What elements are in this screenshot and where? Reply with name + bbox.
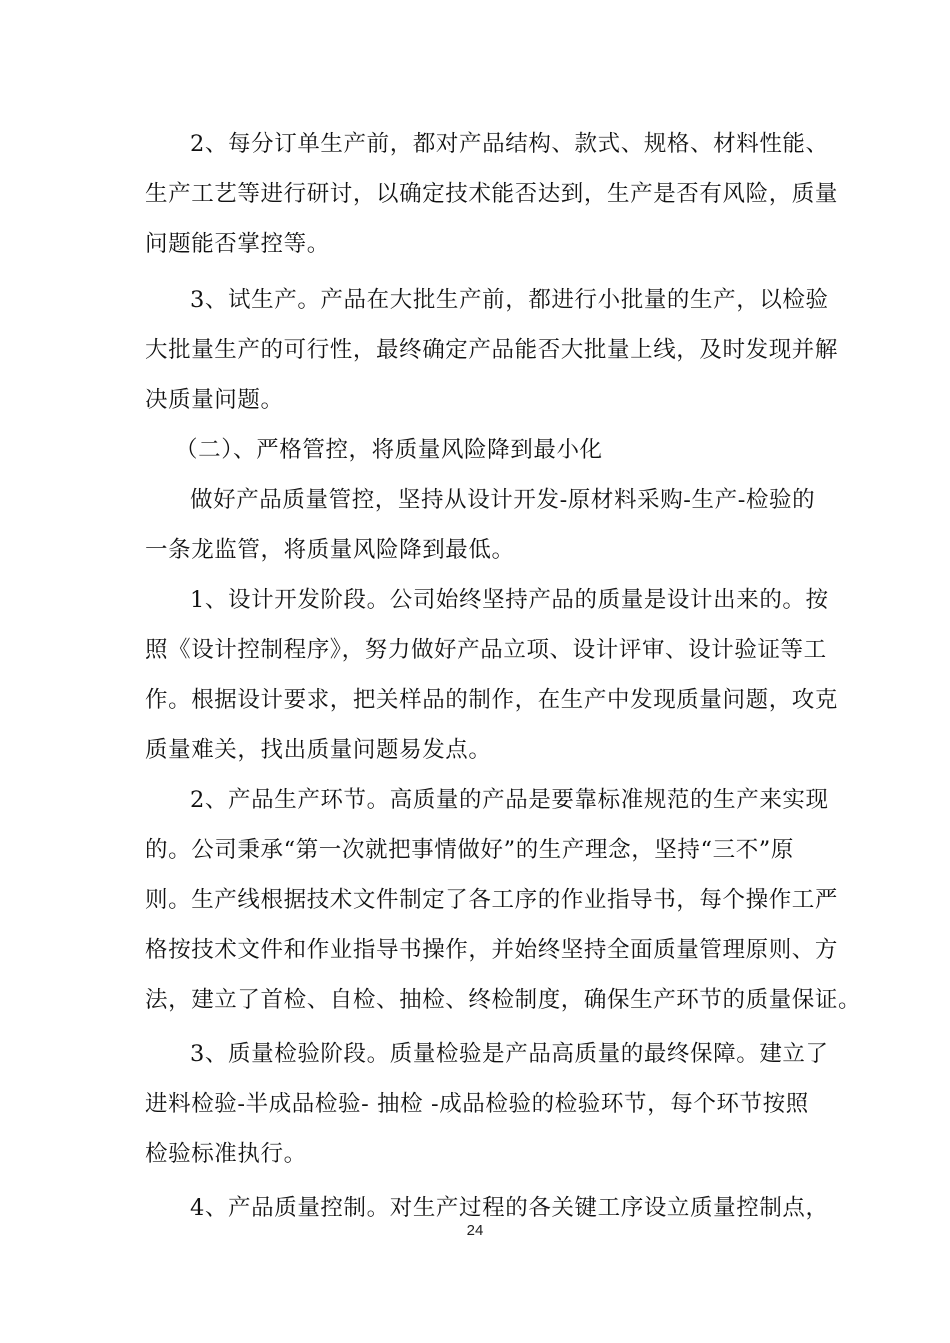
document-body [145,119,862,1233]
heading-text: （二）、严格管控，将质量风险降到最小化 [175,437,603,463]
text-line: 2、产品生产环节。高质量的产品是要靠标准规范的生产来实现 [190,787,829,813]
text-line: 4、产品质量控制。对生产过程的各关键工序设立质量控制点， [190,1195,829,1221]
text-line: 决质量问题。 [145,387,284,413]
text-line: 则。生产线根据技术文件制定了各工序的作业指导书，每个操作工严 [145,887,839,913]
section-heading [145,425,807,475]
text-line: 进料检验-半成品检验- 抽检 -成品检验的检验环节，每个环节按照 [145,1091,809,1117]
text-line: 生产工艺等进行研讨，以确定技术能否达到，生产是否有风险，质量 [145,181,839,207]
text-line: 质量难关，找出质量问题易发点。 [145,737,492,763]
text-line: 1、设计开发阶段。公司始终坚持产品的质量是设计出来的。按 [190,587,829,613]
paragraph-order-review [145,119,839,269]
text-line: 3、质量检验阶段。质量检验是产品高质量的最终保障。建立了 [190,1041,829,1067]
text-line: 格按技术文件和作业指导书操作，并始终坚持全面质量管理原则、方 [145,937,839,963]
paragraph-inspection-stage [145,1029,829,1179]
text-line: 法，建立了首检、自检、抽检、终检制度，确保生产环节的质量保证。 [145,987,862,1013]
text-line: 问题能否掌控等。 [145,231,330,257]
text-line: 照《设计控制程序》，努力做好产品立项、设计评审、设计验证等工 [145,637,827,663]
text-line: 检验标准执行。 [145,1141,307,1167]
text-line: 一条龙监管，将质量风险降到最低。 [145,537,515,563]
paragraph-quality-control-intro [145,475,816,575]
text-line: 的。公司秉承“第一次就把事情做好”的生产理念，坚持“三不”原 [145,837,795,863]
text-line: 大批量生产的可行性，最终确定产品能否大批量上线，及时发现并解 [145,337,839,363]
paragraph-design-stage [145,575,839,775]
page-number: 24 [466,1222,484,1239]
text-line: 3、试生产。产品在大批生产前，都进行小批量的生产，以检验 [190,287,829,313]
paragraph-trial-production [145,275,839,425]
text-line: 作。根据设计要求，把关样品的制作，在生产中发现质量问题，攻克 [145,687,839,713]
paragraph-production-stage [145,775,862,1025]
text-line: 2、每分订单生产前，都对产品结构、款式、规格、材料性能、 [190,131,829,157]
text-line: 做好产品质量管控，坚持从设计开发-原材料采购-生产-检验的 [190,487,816,513]
